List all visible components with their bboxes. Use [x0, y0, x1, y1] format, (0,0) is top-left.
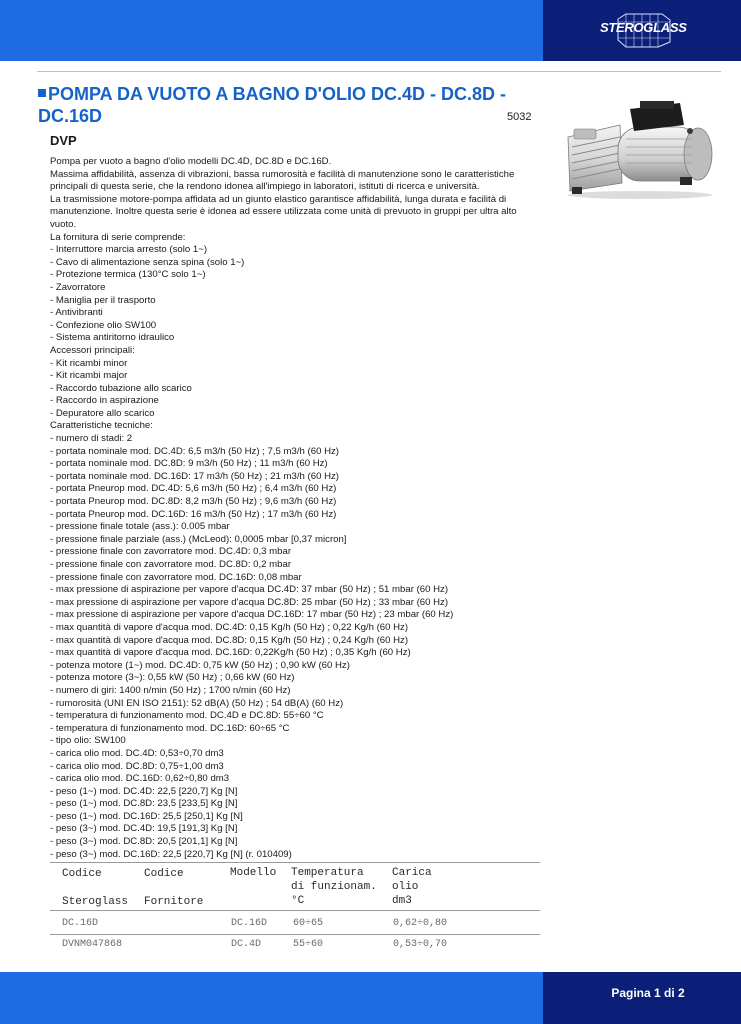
header-codice-fornitore-1: Codice: [144, 868, 184, 880]
description-list-item: - pressione finale totale (ass.): 0.005 mbar: [50, 521, 230, 533]
header-codice-steroglass-2: Steroglass: [62, 896, 129, 908]
description-list-item: - Kit ricambi minor: [50, 357, 128, 369]
description-list-item: Accessori principali:: [50, 344, 135, 356]
description-list-item: - tipo olio: SW100: [50, 735, 126, 747]
product-description: [50, 156, 542, 861]
title-text: POMPA DA VUOTO A BAGNO D'OLIO DC.4D - DC.8D - DC.16D: [38, 84, 506, 126]
description-list-item: - Zavorratore: [50, 281, 106, 293]
top-divider: [37, 71, 721, 72]
table-row-1-modello: DC.16D: [231, 918, 268, 929]
description-list: [50, 232, 542, 862]
table-top-rule: [50, 862, 540, 863]
table-row-2-modello: DC.4D: [231, 939, 262, 950]
description-list-item: - max pressione di aspirazione per vapore d'acqua DC.4D: 37 mbar (50 Hz) ; 51 mbar (60 Hz): [50, 584, 449, 596]
table-row-1-carica: 0,62÷0,80: [393, 918, 448, 929]
description-list-item: - numero di stadi: 2: [50, 433, 133, 445]
description-list-item: - peso (1~) mod. DC.4D: 22,5 [220,7] Kg [N]: [50, 785, 238, 797]
header-codice-fornitore-2: Fornitore: [144, 896, 204, 908]
header-carica-1: Carica: [392, 867, 432, 879]
description-paragraph: La trasmissione motore-pompa affidata ad un giunto elastico garantisce affidabilità, lunga durata e facilità di manutenzione. Inoltre questa serie è idonea ad essere utilizzata come unità di prevuoto in gruppi per ultra alto vuoto.: [50, 193, 517, 230]
description-list-item: - carica olio mod. DC.8D: 0,75÷1,00 dm3: [50, 760, 224, 772]
description-line: Pompa per vuoto a bagno d'olio modelli DC.4D, DC.8D e DC.16D.: [50, 156, 332, 167]
description-list-item: - peso (3~) mod. DC.4D: 19,5 [191,3] Kg [N]: [50, 823, 238, 835]
description-list-item: La fornitura di serie comprende:: [50, 231, 186, 243]
description-list-item: - peso (1~) mod. DC.16D: 25,5 [250,1] Kg [N]: [50, 810, 243, 822]
header-temperatura-3: °C: [291, 895, 305, 907]
header-modello: Modello: [230, 867, 277, 879]
header-codice-steroglass-1: Codice: [62, 868, 102, 880]
description-list-item: - pressione finale parziale (ass.) (McLeod): 0,0005 mbar [0,37 micron]: [50, 533, 347, 545]
description-list-item: - Raccordo tubazione allo scarico: [50, 382, 192, 394]
page-title: [38, 83, 508, 127]
description-list-item: - max pressione di aspirazione per vapore d'acqua DC.8D: 25 mbar (50 Hz) ; 33 mbar (60 Hz): [50, 596, 449, 608]
description-list-item: - peso (3~) mod. DC.8D: 20,5 [201,1] Kg [N]: [50, 836, 238, 848]
table-header-rule: [50, 910, 540, 911]
table-row-2-codice-steroglass: DVNM047868: [62, 939, 123, 950]
description-list-item: - portata nominale mod. DC.8D: 9 m3/h (50 Hz) ; 11 m3/h (60 Hz): [50, 458, 328, 470]
description-list-item: - max quantità di vapore d'acqua mod. DC.4D: 0,15 Kg/h (50 Hz) ; 0,22 Kg/h (60 Hz): [50, 621, 409, 633]
description-list-item: - temperatura di funzionamento mod. DC.16D: 60÷65 °C: [50, 722, 290, 734]
description-list-item: - Cavo di alimentazione senza spina (solo 1~): [50, 256, 245, 268]
header-temperatura-1: Temperatura: [291, 867, 364, 879]
description-list-item: - portata Pneurop mod. DC.16D: 16 m3/h (50 Hz) ; 17 m3/h (60 Hz): [50, 508, 337, 520]
logo-text: STEROGLASS: [600, 20, 687, 35]
description-list-item: - pressione finale con zavorratore mod. DC.8D: 0,2 mbar: [50, 559, 292, 570]
description-list-item: - rumorosità (UNI EN ISO 2151): 52 dB(A) (50 Hz) ; 54 dB(A) (60 Hz): [50, 697, 344, 709]
description-list-item: - peso (3~) mod. DC.16D: 22,5 [220,7] Kg [N] (r. 010409): [50, 848, 292, 860]
description-list-item: - temperatura di funzionamento mod. DC.4D e DC.8D: 55÷60 °C: [50, 710, 324, 722]
description-list-item: - peso (1~) mod. DC.8D: 23,5 [233,5] Kg [N]: [50, 798, 238, 810]
description-list-item: - portata nominale mod. DC.4D: 6,5 m3/h (50 Hz) ; 7,5 m3/h (60 Hz): [50, 445, 339, 457]
description-list-item: Caratteristiche tecniche:: [50, 420, 153, 432]
description-list-item: - potenza motore (3~): 0,55 kW (50 Hz) ; 0,66 kW (60 Hz): [50, 672, 295, 684]
description-list-item: - numero di giri: 1400 n/min (50 Hz) ; 1700 n/min (60 Hz): [50, 684, 291, 696]
description-list-item: - Confezione olio SW100: [50, 319, 157, 331]
header-carica-3: dm3: [392, 895, 412, 907]
page-number: Pagina 1 di 2: [611, 986, 685, 1000]
description-list-item: - Interruttore marcia arresto (solo 1~): [50, 244, 208, 256]
table-row-1-temperatura: 60÷65: [293, 918, 324, 929]
description-list-item: - Protezione termica (130°C solo 1~): [50, 269, 206, 281]
description-list-item: - max quantità di vapore d'acqua mod. DC.16D: 0,22Kg/h (50 Hz) ; 0,35 Kg/h (60 Hz): [50, 647, 411, 659]
header-temperatura-2: di funzionam.: [291, 881, 377, 893]
description-list-item: - Kit ricambi major: [50, 370, 128, 382]
table-row-2-carica: 0,53÷0,70: [393, 939, 448, 950]
description-list-item: - Depuratore allo scarico: [50, 407, 155, 419]
description-list-item: - Maniglia per il trasporto: [50, 294, 156, 306]
description-list-item: - carica olio mod. DC.4D: 0,53÷0,70 dm3: [50, 747, 224, 759]
description-list-item: - Antivibranti: [50, 307, 103, 319]
vacuum-pump-image: [560, 95, 718, 200]
description-list-item: - portata nominale mod. DC.16D: 17 m3/h (50 Hz) ; 21 m3/h (60 Hz): [50, 470, 339, 482]
description-list-item: - max quantità di vapore d'acqua mod. DC.8D: 0,15 Kg/h (50 Hz) ; 0,24 Kg/h (60 Hz): [50, 634, 409, 646]
header-carica-2: olio: [392, 881, 419, 893]
description-list-item: - potenza motore (1~) mod. DC.4D: 0,75 kW (50 Hz) ; 0,90 kW (60 Hz): [50, 659, 350, 671]
description-list-item: - portata Pneurop mod. DC.4D: 5,6 m3/h (50 Hz) ; 6,4 m3/h (60 Hz): [50, 483, 337, 495]
table-row-rule: [50, 934, 540, 935]
description-list-item: - portata Pneurop mod. DC.8D: 8,2 m3/h (50 Hz) ; 9,6 m3/h (60 Hz): [50, 496, 337, 508]
table-row-1-codice-steroglass: DC.16D: [62, 918, 99, 929]
description-list-item: - carica olio mod. DC.16D: 0,62÷0,80 dm3: [50, 773, 230, 785]
description-list-item: - pressione finale con zavorratore mod. DC.4D: 0,3 mbar: [50, 546, 292, 558]
description-list-item: - Sistema antiritorno idraulico: [50, 332, 175, 344]
title-bullet-icon: [38, 89, 46, 97]
description-list-item: - pressione finale con zavorratore mod. DC.16D: 0,08 mbar: [50, 571, 302, 583]
product-subtitle: DVP: [50, 133, 77, 148]
description-paragraph: Massima affidabilità, assenza di vibrazioni, bassa rumorosità e facilità di manutenzione sono le caratteristiche principali di questa serie, che la rendono idonea all'impiego in laboratori, istituti di ricerca e università.: [50, 168, 515, 193]
description-list-item: - max pressione di aspirazione per vapore d'acqua DC.16D: 17 mbar (50 Hz) ; 23 mbar (60 Hz): [50, 609, 454, 621]
description-list-item: - Raccordo in aspirazione: [50, 395, 159, 407]
table-row-2-temperatura: 55÷60: [293, 939, 324, 950]
product-number: 5032: [507, 111, 532, 123]
